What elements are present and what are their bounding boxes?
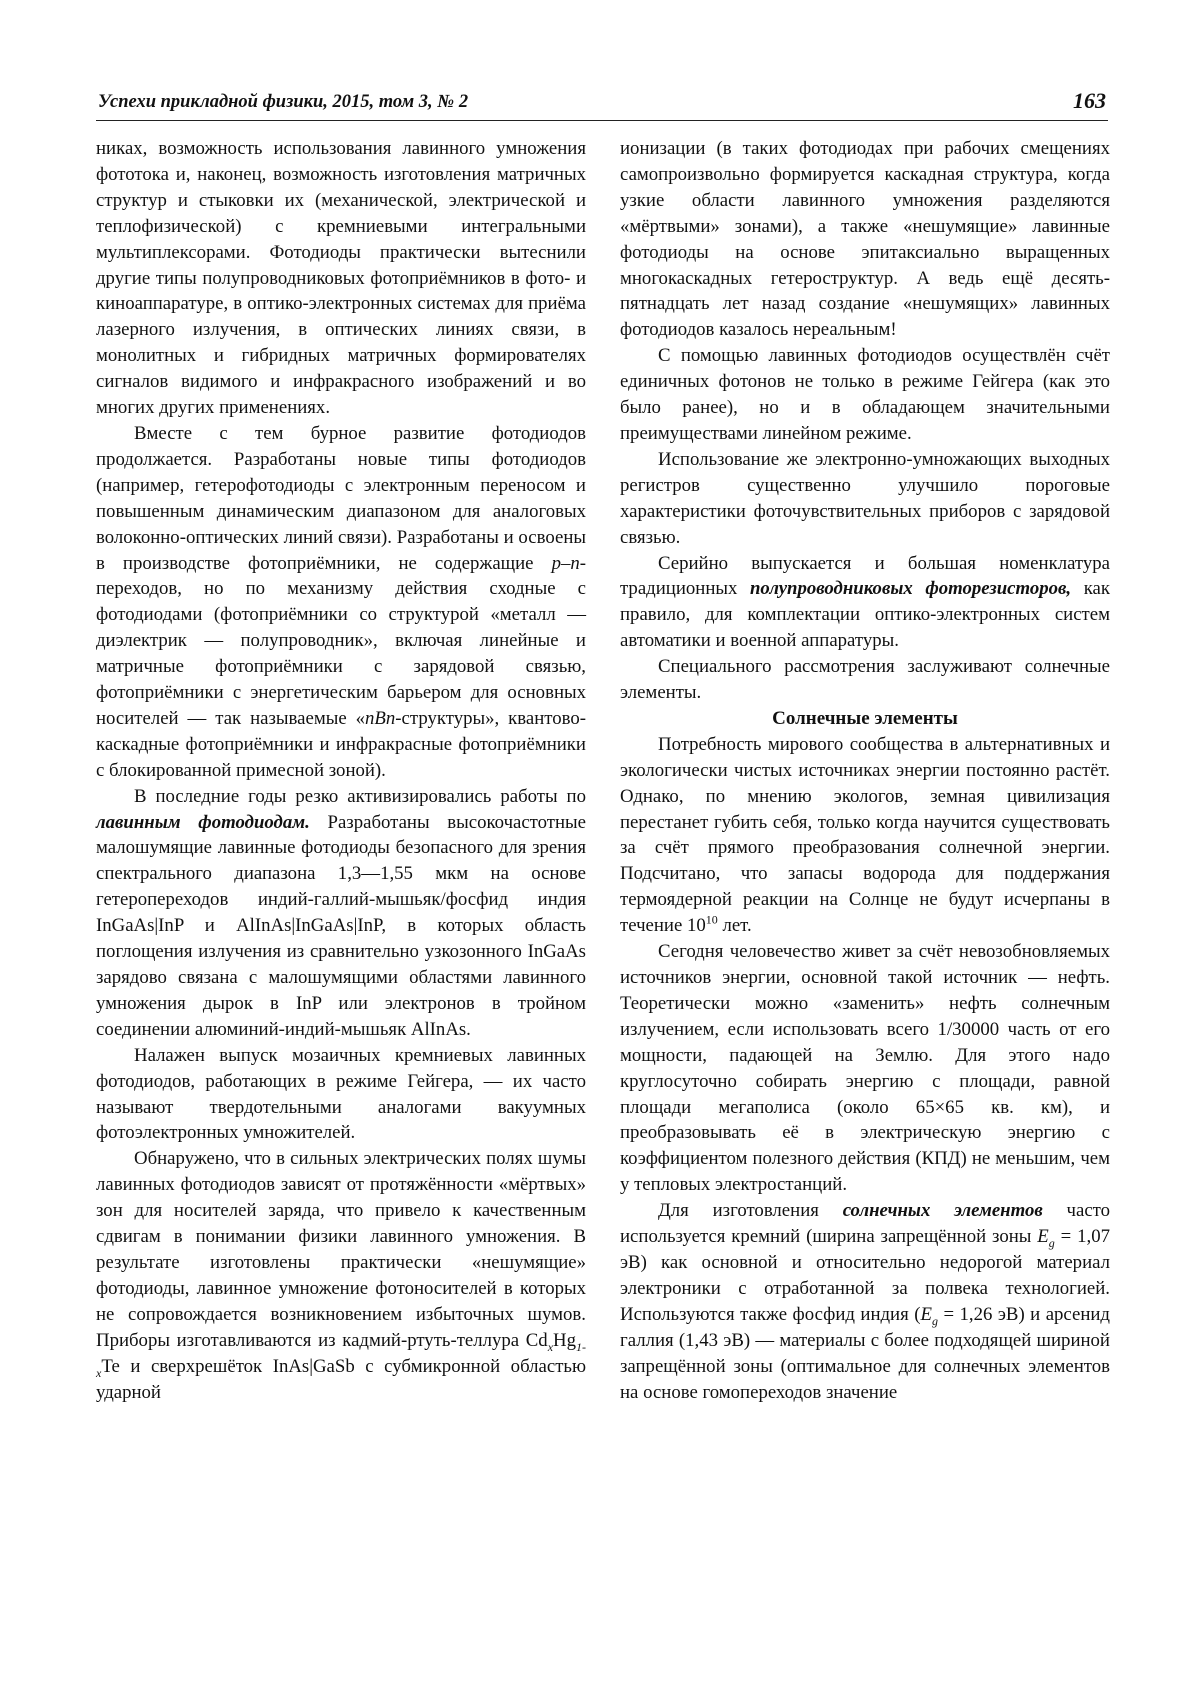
- paragraph: Для изготовления солнечных элементов часто используется кремний (ширина запрещённой зоны $E_g = 1,07$ эВ) как основной и относительно недорогой материал электроники с отработанной за полвека технологией. Используются также фосфид индия ($E_g = 1,26$ эВ) и арсенид галлия (1,43 эВ) — материалы с более подходящей шириной запрещённой зоны (оптимальное для солнечных элементов на основе гомопереходов значение: [620, 1200, 1111, 1403]
- left-column: [96, 136, 586, 1405]
- emphasis-term: солнечных элементов: [842, 1200, 1043, 1222]
- paragraph: Сегодня человечество живет за счёт невозобновляемых источников энергии, основной такой источник — нефть. Теоретически можно «заменить» нефть солнечным излучением, если использовать всего 1/30000 часть от его мощности, падающей на Землю. Для этого надо круглосуточно собирать энергию с площади, равной площади мегаполиса (около 65×65 кв. км), и преобразовывать её в электрическую энергию с коэффициентом полезного действия (КПД) не меньшим, чем у тепловых электростанций.: [620, 941, 1110, 1196]
- right-column: [620, 136, 1110, 1405]
- paragraph: Потребность мирового сообщества в альтернативных и экологически чистых источниках энергии постоянно растёт. Однако, по мнению экологов, земная цивилизация перестанет губить себя, только когда научится существовать за счёт прямого преобразования солнечной энергии. Подсчитано, что запасы водорода для поддержания термоядерной реакции на Солнце не будут исчерпаны в течение $10^{10}$ лет.: [620, 733, 1110, 937]
- paragraph: Серийно выпускается и большая номенклатура традиционных полупроводниковых фоторезисторов, как правило, для комплектации оптико-электронных систем автоматики и военной аппаратуры.: [620, 552, 1110, 652]
- paragraph: Использование же электронно-умножающих выходных регистров существенно улучшило пороговые характеристики фоточувствительных приборов с зарядовой связью.: [620, 448, 1110, 548]
- paragraph: никах, возможность использования лавинного умножения фототока и, наконец, возможность изготовления матричных структур и стыковки их (механической, электрической и теплофизической) с кремниевыми интегральными мультиплексорами. Фотодиоды практически вытеснили другие типы полупроводниковых фотоприёмников в фото- и киноаппаратуре, в оптико-электронных системах для приёма лазерного излучения, в оптических линиях связи, в монолитных и гибридных матричных формирователях сигналов видимого и инфракрасного изображений и во многих других применениях.: [96, 138, 586, 419]
- paragraph: ионизации (в таких фотодиодах при рабочих смещениях самопроизвольно формируется каскадная структура, когда узкие области лавинного умножения разделяются «мёртвыми» зонами), а также «нешумящие» лавинные фотодиоды на основе эпитаксиально выращенных многокаскадных гетероструктур. А ведь ещё десять-пятнадцать лет назад создание «нешумящих» лавинных фотодиодов казалось нереальным!: [620, 138, 1110, 341]
- paragraph: С помощью лавинных фотодиодов осуществлён счёт единичных фотонов не только в режиме Гейгера (как это было ранее), но и в обладающем значительными преимуществами линейном режиме.: [620, 345, 1110, 444]
- page-number: 163: [1073, 88, 1106, 113]
- running-header: [96, 88, 1108, 121]
- emphasis-term: полупроводниковых фоторезисторов,: [749, 578, 1072, 600]
- paragraph: Вместе с тем бурное развитие фотодиодов продолжается. Разработаны новые типы фотодиодов (например, гетерофотодиоды с электронным переносом и повышенным динамическим диапазоном для аналоговых волоконно-оптических линий связи). Разработаны и освоены в производстве фотоприёмники, не содержащие p–n-переходов, но по механизму действия сходные с фотодиодами (фотоприёмники со структурой «металл — диэлектрик — полупроводник», включая линейные и матричные фотоприёмники с зарядовой связью, фотоприёмники с энергетическим барьером для основных носителей — так называемые «nBn-структуры», квантово-каскадные фотоприёмники и инфракрасные фотоприёмники с блокированной примесной зоной).: [96, 422, 586, 781]
- paragraph: Обнаружено, что в сильных электрических полях шумы лавинных фотодиодов зависят от протяжённости «мёртвых» зон для носителей заряда, что привело к качественным сдвигам в понимании физики лавинного умножения. В результате изготовлены практически «нешумящие» фотодиоды, лавинное умножение фотоносителей в которых не сопровождается возникновением избыточных шумов. Приборы изготавливаются из кадмий-ртуть-теллура $Cd_xHg_{1-x}Te$ и сверхрешёток InAs|GaSb с субмикронной областью ударной: [96, 1148, 586, 1403]
- paragraph: В последние годы резко активизировались работы по лавинным фотодиодам. Разработаны высокочастотные малошумящие лавинные фотодиоды безопасного для зрения спектрального диапазона 1,3—1,55 мкм на основе гетеропереходов индий-галлий-мышьяк/фосфид индия InGaAs|InP и AlInAs|InGaAs|InP, в которых область поглощения излучения из сравнительно узкозонного InGaAs зарядово связана с малошумящими областями лавинного умножения дырок в InP или электронов в тройном соединении алюминий-индий-мышьяк AlInAs.: [96, 785, 586, 1040]
- paragraph: Налажен выпуск мозаичных кремниевых лавинных фотодиодов, работающих в режиме Гейгера, — их часто называют твердотельными аналогами вакуумных фотоэлектронных умножителей.: [96, 1044, 586, 1144]
- journal-citation: Успехи прикладной физики, 2015, том 3, № 2: [98, 92, 469, 112]
- section-heading: Солнечные элементы: [772, 707, 958, 729]
- paragraph: Специального рассмотрения заслуживают солнечные элементы.: [620, 656, 1110, 704]
- emphasis-term: лавинным фотодиодам.: [96, 811, 310, 833]
